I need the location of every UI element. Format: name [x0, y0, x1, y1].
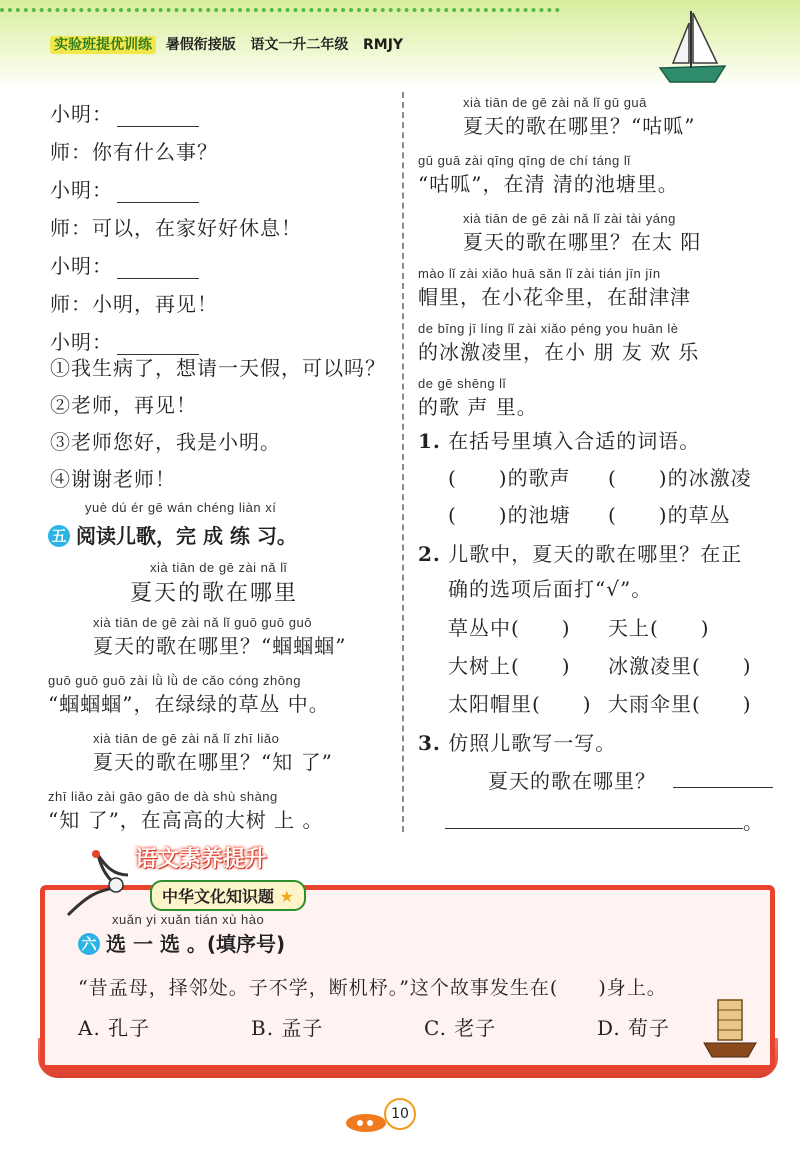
- q2-row: [448, 688, 752, 717]
- dialogue-line: 小明：: [50, 174, 302, 212]
- section5-title: 阅读儿歌，完 成 练 习。: [76, 524, 297, 548]
- write-line[interactable]: [445, 810, 743, 829]
- column-divider: [402, 92, 404, 832]
- dialogue-line: 小明：: [50, 250, 302, 288]
- question-2-cont: 确的选项后面打“√”。: [448, 577, 653, 601]
- dialogue-line: 小明：: [50, 326, 302, 364]
- poem-line: zhī liǎo zài gāo gāo de dà shù shàng “知 了”，在高高的大树 上 。: [48, 789, 324, 832]
- choice-a[interactable]: A. 孔子: [78, 1016, 151, 1040]
- poem-line: xià tiān de gē zài nǎ lǐ zhī liǎo 夏天的歌在哪里？“知 了”: [93, 731, 333, 774]
- dialogue-line: 师：小明，再见！: [50, 292, 218, 316]
- header-dots: [0, 8, 560, 16]
- subject: 语文一升二年级: [250, 37, 349, 53]
- poem-line: gū guā zài qīng qīng de chí táng lǐ “咕呱”，在清 清的池塘里。: [418, 153, 679, 196]
- answer-blank[interactable]: [117, 108, 199, 127]
- fill-blank[interactable]: ( )的冰激凌: [608, 466, 752, 490]
- option-list: [50, 352, 386, 500]
- section6-pinyin: xuǎn yi xuǎn tián xù hào: [112, 912, 265, 927]
- q1-row: [448, 462, 752, 491]
- dialogue-line: 师：你有什么事？: [50, 140, 218, 164]
- option-item: ④谢谢老师！: [50, 467, 176, 491]
- check-option[interactable]: 大雨伞里( ): [608, 692, 752, 716]
- answer-blank[interactable]: [117, 184, 199, 203]
- submarine-icon: [340, 1108, 388, 1134]
- poem-right: [418, 95, 701, 431]
- section-number-badge: 五: [48, 525, 70, 547]
- q1-row: [448, 499, 731, 528]
- check-option[interactable]: 草丛中( ): [448, 616, 571, 640]
- option-item: ③老师您好，我是小明。: [50, 430, 281, 454]
- poem-line: de gē shēng lǐ 的歌 声 里。: [418, 376, 538, 419]
- option-item: ①我生病了，想请一天假，可以吗？: [50, 356, 386, 380]
- poem-line: mào lǐ zài xiǎo huā sǎn lǐ zài tián jīn jīn 帽里，在小花伞里，在甜津津: [418, 266, 691, 309]
- sailboat-icon: [655, 8, 730, 88]
- culture-choices: [78, 1012, 678, 1041]
- question-3: 3. 仿照儿歌写一写。: [418, 731, 617, 755]
- section5-pinyin: yuè dú ér gē wán chéng liàn xí: [85, 500, 277, 515]
- check-option[interactable]: 冰激凌里( ): [608, 654, 752, 678]
- publisher: RMJY: [363, 37, 404, 53]
- star-icon: ★: [279, 887, 294, 906]
- edition: 暑假衔接版: [165, 37, 236, 53]
- check-option[interactable]: 太阳帽里( ): [448, 692, 592, 716]
- check-option[interactable]: 大树上( ): [448, 654, 571, 678]
- section6-title: 选 一 选 。(填序号): [106, 932, 286, 956]
- write-line[interactable]: [673, 769, 773, 788]
- junk-ship-icon: [700, 995, 760, 1065]
- series-name: 实验班提优训练: [50, 36, 156, 54]
- choice-c[interactable]: C. 老子: [424, 1016, 497, 1040]
- question-2: 2. 儿歌中，夏天的歌在哪里？在正: [418, 542, 743, 566]
- poem-title-pinyin: xià tiān de gē zài nǎ lǐ: [150, 560, 288, 575]
- question-1: 1. 在括号里填入合适的词语。: [418, 429, 701, 453]
- answer-blank[interactable]: [117, 260, 199, 279]
- page-header: [0, 0, 800, 90]
- option-item: ②老师，再见！: [50, 393, 197, 417]
- header-title: [50, 34, 403, 54]
- poem-line: xià tiān de gē zài nǎ lǐ gū guā 夏天的歌在哪里？“咕呱”: [463, 95, 696, 138]
- poem-line: xià tiān de gē zài nǎ lǐ guō guō guō 夏天的歌在哪里？“蝈蝈蝈”: [93, 615, 347, 658]
- poem-line: de bīng jī líng lǐ zài xiǎo péng you huān lè 的冰激凌里，在小 朋 友 欢 乐: [418, 321, 700, 364]
- culture-sub-badge: 中华文化知识题 ★: [150, 880, 306, 911]
- q2-row: [448, 650, 752, 679]
- choice-b[interactable]: B. 孟子: [251, 1016, 324, 1040]
- q2-row: [448, 612, 710, 641]
- section-number-badge: 六: [78, 933, 100, 955]
- culture-badge: 语文素养提升: [135, 847, 268, 872]
- page-number: 10: [384, 1098, 416, 1130]
- culture-question: “昔孟母，择邻处。子不学，断机杼。”这个故事发生在( )身上。: [78, 977, 667, 999]
- section5-heading: [48, 520, 297, 549]
- dialogue: [50, 98, 302, 364]
- poem-left: [48, 615, 346, 847]
- section6-heading: [78, 928, 285, 957]
- dialogue-line: 师：可以，在家好好休息！: [50, 216, 302, 240]
- q3-second-line: 。: [445, 806, 764, 835]
- q3-prompt: 夏天的歌在哪里？: [488, 765, 773, 794]
- fill-blank[interactable]: ( )的池塘: [448, 503, 571, 527]
- fill-blank[interactable]: ( )的草丛: [608, 503, 731, 527]
- check-option[interactable]: 天上( ): [608, 616, 710, 640]
- poem-title: 夏天的歌在哪里: [130, 581, 299, 606]
- fill-blank[interactable]: ( )的歌声: [448, 466, 571, 490]
- poem-line: guō guō guō zài lǜ lǜ de cǎo cóng zhōng “蝈蝈蝈”，在绿绿的草丛 中。: [48, 673, 330, 716]
- dialogue-line: 小明：: [50, 98, 302, 136]
- poem-line: xià tiān de gē zài nǎ lǐ zài tài yáng 夏天的歌在哪里？在太 阳: [463, 211, 702, 254]
- choice-d[interactable]: D. 荀子: [597, 1016, 671, 1040]
